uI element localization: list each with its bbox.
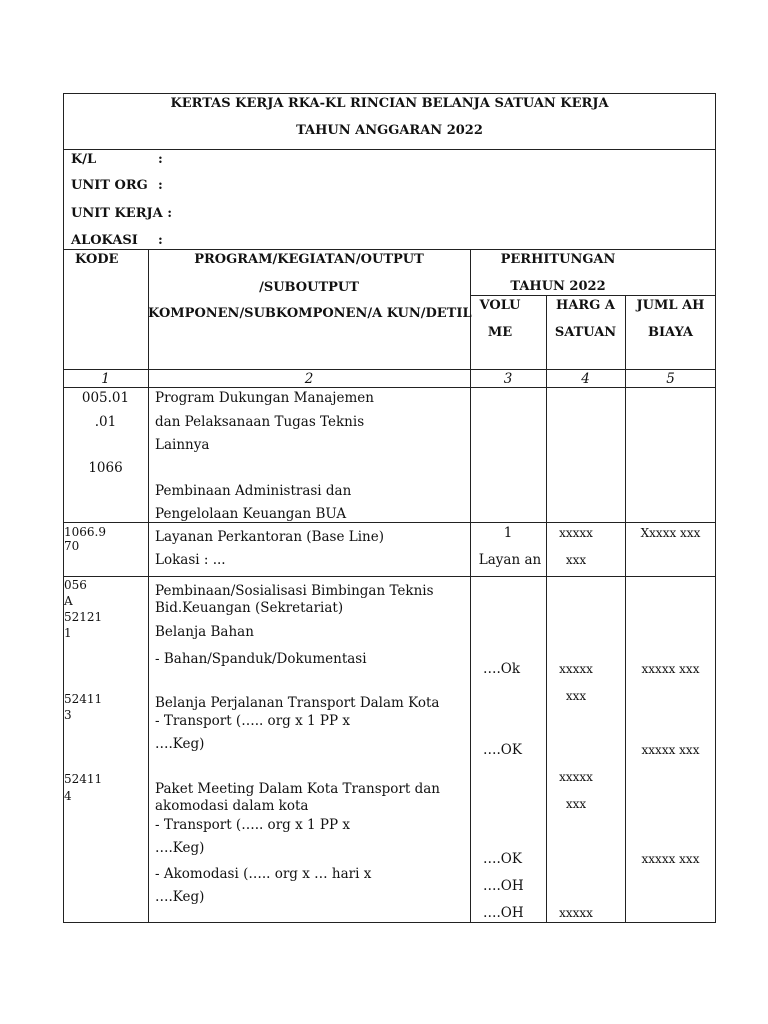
- s3-desc-12: - Akomodasi (….. org x … hari x: [155, 866, 372, 882]
- s3-desc-4: - Bahan/Spanduk/Dokumentasi: [155, 651, 367, 667]
- rule-title-bottom: [63, 149, 716, 150]
- s1-desc-line2: dan Pelaksanaan Tugas Teknis: [155, 414, 365, 430]
- s3-desc-13: ….Keg): [155, 889, 205, 905]
- s3-desc-9: akomodasi dalam kota: [155, 798, 309, 814]
- s3-kode-a-line2: A: [64, 594, 73, 608]
- header-jumlah-line2: BIAYA: [647, 325, 694, 340]
- s3-kode-a-line1: 056: [64, 578, 87, 592]
- s3-desc-7: ….Keg): [155, 736, 205, 752]
- col-divider-1: [148, 249, 149, 923]
- s3-volume-2: ….OK: [483, 742, 522, 758]
- s3-harga-3: xxxxx: [559, 770, 593, 784]
- s3-kode-b-line1: 52411: [64, 692, 103, 706]
- doc-title: KERTAS KERJA RKA-KL RINCIAN BELANJA SATUAN KERJA: [170, 96, 609, 111]
- rule-perhitungan-bottom: [470, 295, 716, 296]
- s3-jumlah-3: xxxxx xxx: [641, 852, 700, 866]
- col-divider-3: [546, 295, 547, 923]
- info-sep-unit-org: :: [158, 178, 163, 193]
- header-program-line3: KOMPONEN/SUBKOMPONEN/A KUN/DETIL: [148, 306, 472, 321]
- s1-kode-output: .01: [94, 414, 117, 430]
- s2-volume-unit: Layan an: [478, 552, 542, 568]
- info-sep-alokasi: :: [158, 233, 163, 248]
- header-program-line1: PROGRAM/KEGIATAN/OUTPUT: [194, 252, 424, 267]
- header-volume-line2: ME: [487, 325, 513, 340]
- info-label-kl: K/L: [71, 152, 97, 167]
- header-kode: KODE: [75, 252, 119, 267]
- s3-kode-a-line3: 52121: [64, 610, 103, 624]
- s3-jumlah-2: xxxxx xxx: [641, 743, 700, 757]
- info-label-unit-org: UNIT ORG: [71, 178, 148, 193]
- s1-desc-line3: Lainnya: [155, 437, 210, 453]
- s3-desc-1: Pembinaan/Sosialisasi Bimbingan Teknis: [155, 583, 434, 599]
- s3-volume-5: ….OH: [483, 905, 524, 921]
- s1-desc-line1: Program Dukungan Manajemen: [155, 390, 374, 406]
- s3-kode-a-line4: 1: [64, 626, 72, 640]
- col-number-4: 4: [581, 371, 590, 387]
- s3-desc-6: - Transport (….. org x 1 PP x: [155, 713, 350, 729]
- header-harga-line2: SATUAN: [554, 325, 617, 340]
- s2-kode-line1: 1066.9: [64, 525, 106, 539]
- s3-harga-5: xxxxx: [559, 906, 593, 920]
- header-program-line2: /SUBOUTPUT: [259, 280, 359, 295]
- rule-section1-bottom: [63, 522, 716, 523]
- col-number-1: 1: [101, 371, 110, 387]
- s3-harga-2: xxx: [565, 689, 587, 703]
- info-label-alokasi: ALOKASI: [71, 233, 138, 248]
- s3-volume-4: ….OH: [483, 878, 524, 894]
- header-perhitungan-line1: PERHITUNGAN: [500, 252, 616, 267]
- doc-subtitle: TAHUN ANGGARAN 2022: [296, 123, 483, 138]
- s2-harga-line2: xxx: [565, 553, 587, 567]
- header-harga-line1: HARG A: [556, 298, 615, 313]
- s3-harga-1: xxxxx: [559, 662, 593, 676]
- info-label-unit-kerja: UNIT KERJA :: [71, 206, 173, 221]
- s3-desc-5: Belanja Perjalanan Transport Dalam Kota: [155, 695, 440, 711]
- s1-kode-kegiatan: 1066: [88, 460, 123, 476]
- s3-desc-10: - Transport (….. org x 1 PP x: [155, 817, 350, 833]
- s3-harga-4: xxx: [565, 797, 587, 811]
- header-perhitungan-line2: TAHUN 2022: [510, 279, 606, 294]
- col-number-5: 5: [666, 371, 675, 387]
- s3-kode-c-line2: 4: [64, 789, 72, 803]
- col-number-3: 3: [503, 371, 513, 387]
- s2-volume-value: 1: [503, 525, 513, 541]
- header-volume-line1: VOLU: [479, 298, 521, 313]
- info-sep-kl: :: [158, 152, 163, 167]
- s3-desc-2: Bid.Keuangan (Sekretariat): [155, 600, 344, 616]
- s2-desc-line2: Lokasi : ...: [155, 552, 226, 568]
- s2-jumlah: Xxxxx xxx: [640, 526, 701, 540]
- header-jumlah-line1: JUML AH: [636, 298, 705, 313]
- s1-desc-line4: Pembinaan Administrasi dan: [155, 483, 352, 499]
- s3-kode-b-line2: 3: [64, 708, 72, 722]
- col-divider-4: [625, 295, 626, 923]
- rule-numbers-bottom: [63, 387, 716, 388]
- col-divider-2: [470, 249, 471, 923]
- rule-header-bottom: [63, 369, 716, 370]
- col-number-2: 2: [304, 371, 314, 387]
- s3-desc-3: Belanja Bahan: [155, 624, 254, 640]
- s1-kode-program: 005.01: [81, 390, 130, 406]
- rule-section2-bottom: [63, 576, 716, 577]
- s3-volume-3: ….OK: [483, 851, 522, 867]
- s3-jumlah-1: xxxxx xxx: [641, 662, 700, 676]
- s2-desc-line1: Layanan Perkantoran (Base Line): [155, 529, 384, 545]
- s3-kode-c-line1: 52411: [64, 772, 103, 786]
- s3-volume-1: ….Ok: [483, 661, 521, 677]
- s2-kode-line2: 70: [64, 539, 80, 553]
- s3-desc-8: Paket Meeting Dalam Kota Transport dan: [155, 781, 440, 797]
- s2-harga-line1: xxxxx: [559, 526, 593, 540]
- s1-desc-line5: Pengelolaan Keuangan BUA: [155, 506, 347, 522]
- rule-info-bottom: [63, 249, 716, 250]
- s3-desc-11: ….Keg): [155, 840, 205, 856]
